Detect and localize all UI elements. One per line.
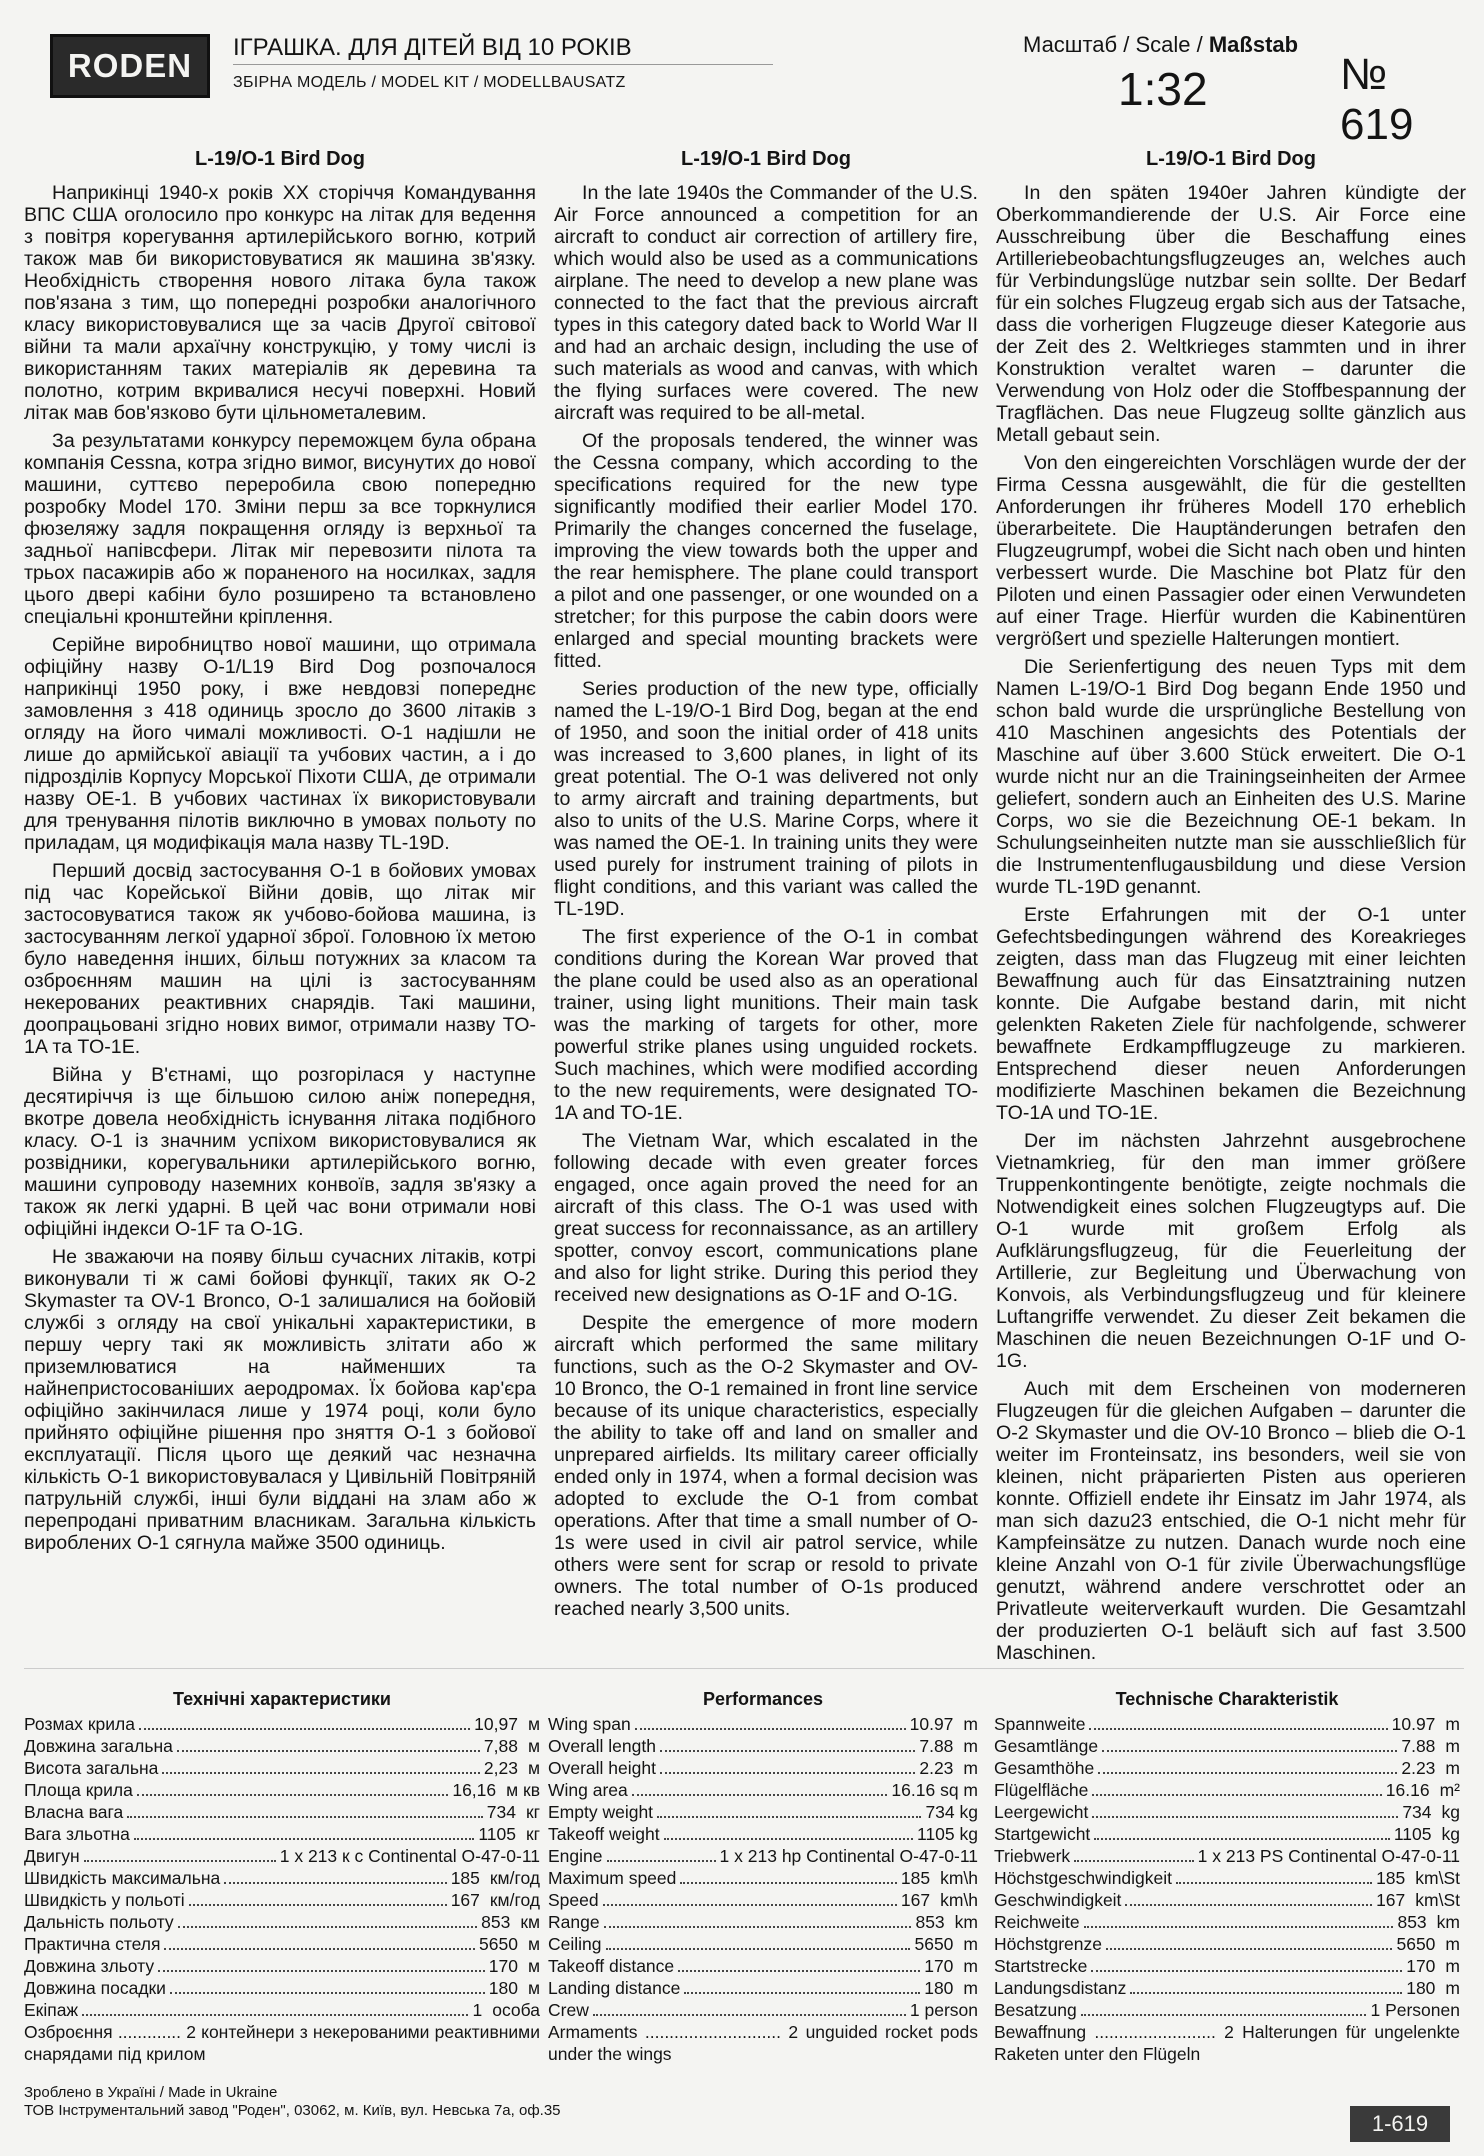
- spec-value: 1: [472, 2000, 483, 2020]
- leader-dots: [1094, 1838, 1390, 1840]
- spec-value: 734: [486, 1802, 516, 1822]
- spec-label: Ceiling: [548, 1934, 602, 1954]
- spec-value: 1 person: [909, 2000, 978, 2020]
- spec-row: [24, 1911, 540, 1933]
- paragraph: Не зважаючи на появу більш сучасних літаків, котрі виконували ті ж самі бойові функції, таких як O-2 Skymaster та OV-1 Bronco, O-1 залишалися на бойовій службі з огляду на свої унікальні характеристики, в першу чергу такі як можливість злітати або ж приземлюватися на найменших та найнепристосованіших аеродромах. Їх бойова кар'єра офіційно закінчилася лише у 1974 році, коли було прийнято офіційне рішення про зняття O-1 з бойової експлуатації. Після цього ще деякий час незначна кількість O-1 використовувалася у Цивільній Повітряній патрульній службі, інші були віддані на злам або ж перепродані приватним власникам. Загальна кількість вироблених O-1 сягнула майже 3500 одиниць.: [24, 1246, 536, 1554]
- spec-label: Довжина загальна: [24, 1736, 173, 1756]
- spec-value: 10.97: [909, 1714, 954, 1734]
- paragraph: Auch mit dem Erscheinen von moderneren Flugzeugen für die gleichen Aufgaben – darunter die O-2 Skymaster und die OV-10 Bronco – blieb die O-1 weiter im Fronteinsatz, ins besonders, weil sie von kleinen, nicht präparierten Pisten aus operieren konnte. Offiziell endete ihr Einsatz im Jahr 1974, als man sich dazu23 entschied, die O-1 nicht mehr für Kampfeinsätze zu nutzen. Danach wurde noch eine kleine Anzahl von O-1 für zivile Überwachungsflüge genutzt, während andere verschrottet oder an Privatleute weiterverkauft wurden. Die Gesamtzahl der produzierten O-1 beläuft sich auf fast 3.500 Maschinen.: [996, 1378, 1466, 1664]
- spec-label: Екіпаж: [24, 2000, 79, 2020]
- spec-unit: km\h: [940, 1868, 978, 1888]
- spec-label: Spannweite: [994, 1714, 1086, 1734]
- spec-value: 170: [924, 1956, 954, 1976]
- spec-armament: Armaments ............................ 2 unguided rocket pods under the wings: [548, 2022, 978, 2064]
- spec-label: Власна вага: [24, 1802, 124, 1822]
- spec-row: [994, 1757, 1460, 1779]
- roden-logo: RODEN: [50, 34, 210, 98]
- spec-label: Швидкість у польоті: [24, 1890, 185, 1910]
- leader-dots: [1092, 1816, 1398, 1818]
- spec-label: Overall length: [548, 1736, 656, 1756]
- leader-dots: [1089, 1728, 1387, 1730]
- spec-label: Gesamthöhe: [994, 1758, 1095, 1778]
- spec-value: 734 kg: [925, 1802, 978, 1822]
- age-warning: ІГРАШКА. ДЛЯ ДІТЕЙ ВІД 10 РОКІВ: [233, 34, 632, 61]
- spec-row: [994, 1823, 1460, 1845]
- spec-row: [994, 1999, 1460, 2021]
- spec-unit: m: [1445, 1736, 1460, 1756]
- spec-row: [548, 1801, 978, 1823]
- spec-label: Takeoff weight: [548, 1824, 660, 1844]
- history-column-german: [996, 146, 1466, 1664]
- spec-value: 185: [900, 1868, 931, 1888]
- spec-label: Höchstgeschwindigkeit: [994, 1868, 1173, 1888]
- spec-unit: kg: [1441, 1824, 1460, 1844]
- spec-label: Landungsdistanz: [994, 1978, 1127, 1998]
- paragraph: Of the proposals tendered, the winner was the Cessna company, which according to the specifications required for the new type significantly modified their earlier Model 170. Primarily the changes concerned the fuselage, improving the view towards both the upper and the rear hemisphere. The plane could transport a pilot and one passenger, or one wounded on a stretcher; for this purpose the cabin doors were enlarged and special mounting brackets were fitted.: [554, 430, 978, 672]
- spec-unit: m: [1445, 1758, 1460, 1778]
- spec-row: [548, 1713, 978, 1735]
- spec-unit: m: [963, 1956, 978, 1976]
- leader-dots: [224, 1882, 446, 1884]
- spec-label: Wing area: [548, 1780, 628, 1800]
- leader-dots: [178, 1926, 477, 1928]
- spec-row: [994, 1713, 1460, 1735]
- spec-value: 167: [900, 1890, 931, 1910]
- paragraph: The Vietnam War, which escalated in the following decade with even greater forces engaged, once again proved the need for an aircraft of this class. The O-1 was used with great success for reconnaissance, as an artillery spotter, convoy escort, communications plane and also for light strike. During this period they received new designations as O-1F and O-1G.: [554, 1130, 978, 1306]
- spec-value: 185: [450, 1868, 480, 1888]
- leader-dots: [1091, 1970, 1402, 1972]
- specs-english: [548, 1688, 978, 2065]
- leader-dots: [134, 1838, 474, 1840]
- leader-dots: [604, 1926, 912, 1928]
- spec-unit: км/год: [489, 1868, 540, 1888]
- spec-value: 7,88: [483, 1736, 518, 1756]
- spec-value: 7.88: [1401, 1736, 1436, 1756]
- leader-dots: [678, 1970, 920, 1972]
- spec-value: 10.97: [1391, 1714, 1436, 1734]
- spec-unit: m²: [1439, 1780, 1460, 1800]
- spec-row: [548, 1933, 978, 1955]
- leader-dots: [680, 1882, 896, 1884]
- leader-dots: [1092, 1794, 1381, 1796]
- spec-value: 16,16: [452, 1780, 497, 1800]
- leader-dots: [660, 1750, 915, 1752]
- specs-ukrainian: [24, 1688, 540, 2065]
- history-column-ukrainian: [24, 146, 536, 1646]
- column-title: L-19/O-1 Bird Dog: [194, 148, 365, 170]
- spec-label: Вага зльотна: [24, 1824, 130, 1844]
- spec-row: [548, 1867, 978, 1889]
- leader-dots: [1084, 1926, 1394, 1928]
- specs-title: Technische Charakteristik: [1115, 1689, 1339, 1709]
- spec-unit: km\h: [940, 1890, 978, 1910]
- spec-value: 16.16: [1385, 1780, 1430, 1800]
- page-number: 1-619: [1350, 2106, 1450, 2142]
- spec-label: Engine: [548, 1846, 603, 1866]
- spec-value: 2,23: [483, 1758, 518, 1778]
- spec-row: [24, 1735, 540, 1757]
- specs-title: Технічні характеристики: [173, 1689, 391, 1709]
- spec-row: [548, 1757, 978, 1779]
- paragraph: Erste Erfahrungen mit der O-1 unter Gefechtsbedingungen während des Koreakrieges zeigten, dass man das Flugzeug mit einer leichten Bewaffnung auch für das Einsatztraining nutzen konnte. Die Aufgabe bestand darin, mit nicht gelenkten Raketen Ziele für nachfolgende, schwerer bewaffnete Erdkampfflugzeuge zu markieren. Entsprechend dieser neuen Anforderungen modifizierte Maschinen bekamen die Bezeichnung TO-1A und TO-1E.: [996, 904, 1466, 1124]
- column-title: L-19/O-1 Bird Dog: [680, 148, 851, 170]
- spec-unit: m: [1445, 1978, 1460, 1998]
- spec-row: [548, 1823, 978, 1845]
- spec-unit: m: [963, 1934, 978, 1954]
- paragraph: Перший досвід застосування O-1 в бойових умовах під час Корейської Війни довів, що літак міг застосовуватися також як учбово-бойова машина, із застосуванням легкої ударної зброї. Головною їх метою було наведення інших, більш потужних за класом та озброєнням машин на цілі із застосуванням некерованих реактивних снарядів. Такі машини, доопрацьовані згідно нових вимог, отримали назву TO-1A та TO-1E.: [24, 860, 536, 1058]
- spec-row: [548, 1999, 978, 2021]
- spec-unit: kg: [1441, 1802, 1460, 1822]
- spec-row: [548, 1845, 978, 1867]
- spec-row: [994, 1911, 1460, 1933]
- spec-label: Overall height: [548, 1758, 656, 1778]
- spec-row: [24, 1779, 540, 1801]
- spec-label: Gesamtlänge: [994, 1736, 1099, 1756]
- spec-row: [548, 1889, 978, 1911]
- spec-unit: m: [963, 1736, 978, 1756]
- spec-label: Двигун: [24, 1846, 80, 1866]
- leader-dots: [660, 1772, 915, 1774]
- made-in-label: Зроблено в Україні / Made in Ukraine: [24, 2084, 278, 2101]
- spec-row: [24, 1889, 540, 1911]
- leader-dots: [189, 1904, 447, 1906]
- leader-dots: [82, 2014, 468, 2016]
- spec-value: 2.23: [919, 1758, 954, 1778]
- spec-label: Empty weight: [548, 1802, 654, 1822]
- spec-armament: Bewaffnung ......................... 2 Halterungen für ungelenkte Raketen unter den Flügeln: [994, 2022, 1460, 2064]
- spec-label: Range: [548, 1912, 600, 1932]
- leader-dots: [1102, 1750, 1397, 1752]
- section-divider: [24, 1668, 1464, 1669]
- spec-row: [24, 1801, 540, 1823]
- spec-label: Дальність польоту: [24, 1912, 174, 1932]
- spec-unit: м: [527, 1736, 540, 1756]
- spec-label: Triebwerk: [994, 1846, 1071, 1866]
- leader-dots: [164, 1948, 475, 1950]
- spec-value: 167: [450, 1890, 480, 1910]
- spec-label: Reichweite: [994, 1912, 1080, 1932]
- leader-dots: [603, 1904, 897, 1906]
- spec-label: Flügelfläche: [994, 1780, 1089, 1800]
- spec-row: [994, 1735, 1460, 1757]
- paragraph: Von den eingereichten Vorschlägen wurde der der Firma Cessna ausgewählt, die für die gestellten Anforderungen ihr früheres Modell 170 erheblich überarbeitete. Die Hauptänderungen betrafen den Flugzeugrumpf, wobei die Sicht nach oben und hinten verbessert wurde. Die Maschine bot Platz für den Piloten und einen Passagier oder einen Verwundeten auf einer Trage. Hierfür wurden die Kabinentüren vergrößert und spezielle Halterungen montiert.: [996, 452, 1466, 650]
- spec-label: Висота загальна: [24, 1758, 159, 1778]
- spec-label: Wing span: [548, 1714, 631, 1734]
- leader-dots: [657, 1816, 921, 1818]
- leader-dots: [170, 1992, 485, 1994]
- spec-label: Швидкість максимальна: [24, 1868, 221, 1888]
- paragraph: Серійне виробництво нової машини, що отримала офіційну назву O-1/L19 Bird Dog розпочалося наприкінці 1950 року, і вже невдовзі попереднє замовлення з 418 одиниць зросло до 3600 літаків з огляду на його чималі можливості. O-1 надішли не лише до армійської авіації та учбових частин, а і до підрозділів Корпусу Морської Піхоти США, де отримали назву OE-1. В учбових частинах їх використовували для тренування пілотів виключно в умовах польоту по приладам, ця модифікація мала назву TL-19D.: [24, 634, 536, 854]
- spec-unit: м: [527, 1956, 540, 1976]
- manufacturer-address: ТОВ Інструментальний завод "Роден", 03062, м. Київ, вул. Невська 7а, оф.35: [24, 2102, 561, 2119]
- spec-value: 853: [915, 1912, 945, 1932]
- leader-dots: [127, 1816, 483, 1818]
- paragraph: In den späten 1940er Jahren kündigte der Oberkommandierende der U.S. Air Force eine Ausschreibung über die Beschaffung eines Artilleriebeobachtungsflugzeuges an, welches auch für Verbindungslüge nutzbar sein sollte. Der Bedarf für ein solches Flugzeug ergab sich aus der Tatsache, dass die vorherigen Flugzeuge dieser Kategorie aus der Zeit des 2. Weltkrieges stammten und in ihrer Konstruktion veraltet waren – darunter die Verwendung von Holz oder die Stoffbespannung der Tragflächen. Das neue Flugzeug sollte gänzlich aus Metall gebaut sein.: [996, 182, 1466, 446]
- spec-value: 1 x 213 к с Continental O-47-0-11: [279, 1846, 540, 1866]
- spec-row: [994, 1933, 1460, 1955]
- spec-unit: m: [963, 1758, 978, 1778]
- paragraph: Despite the emergence of more modern aircraft which performed the same military functions, such as the O-2 Skymaster and OV-10 Bronco, the O-1 remained in front line service because of its unique characteristics, especially the ability to take off and land on smaller and unprepared airfields. Its military career officially ended only in 1974, when a formal decision was adopted to exclude the O-1 from combat operations. After that time a small number of O-1s were used in civil air patrol service, while others were sent for scrap or resold to private owners. The total number of O-1s produced reached nearly 3,500 units.: [554, 1312, 978, 1620]
- spec-value: 853: [481, 1912, 511, 1932]
- spec-unit: км: [520, 1912, 540, 1932]
- spec-unit: м: [527, 1714, 540, 1734]
- spec-unit: km: [1436, 1912, 1460, 1932]
- spec-value: 185: [1376, 1868, 1406, 1888]
- spec-label: Speed: [548, 1890, 599, 1910]
- spec-row: [994, 1801, 1460, 1823]
- spec-value: 16.16 sq m: [891, 1780, 978, 1800]
- header-divider: [233, 64, 773, 65]
- spec-value: 1 Personen: [1370, 2000, 1460, 2020]
- spec-row: [994, 1889, 1460, 1911]
- spec-value: 170: [1406, 1956, 1436, 1976]
- spec-label: Startstrecke: [994, 1956, 1088, 1976]
- page-footer: [24, 2084, 1464, 2120]
- leader-dots: [1081, 2014, 1367, 2016]
- page-header: [28, 20, 1468, 149]
- scale-value: 1:32: [1118, 63, 1208, 115]
- specs-german: [994, 1688, 1460, 2065]
- leader-dots: [1106, 1948, 1393, 1950]
- leader-dots: [84, 1860, 276, 1862]
- specs-title: Performances: [702, 1689, 824, 1709]
- leader-dots: [684, 1992, 920, 1994]
- spec-row: [24, 1823, 540, 1845]
- spec-value: 5650: [479, 1934, 518, 1954]
- spec-value: 2.23: [1401, 1758, 1436, 1778]
- spec-row: [24, 1845, 540, 1867]
- spec-unit: м: [527, 1934, 540, 1954]
- leader-dots: [1125, 1904, 1372, 1906]
- spec-value: 180: [1406, 1978, 1436, 1998]
- spec-value: 1105 kg: [917, 1824, 978, 1844]
- spec-row: [548, 1779, 978, 1801]
- paragraph: Der im nächsten Jahrzehnt ausgebrochene Vietnamkrieg, für den man immer größere Truppenkontingente benötigte, zeigte nochmals die Notwendigkeit eines solchen Flugzeugtyps auf. Die O-1 wurde mit großem Erfolg als Aufklärungsflugzeug, für die Feuerleitung der Artillerie, zur Begleitung und Überwachung von Konvois, als Verbindungsflugzeug und für kleinere Luftangriffe verwendet. Zu dieser Zeit bekamen die Maschinen die neuen Bezeichnungen O-1F und O-1G.: [996, 1130, 1466, 1372]
- spec-unit: m: [1445, 1714, 1460, 1734]
- spec-value: 1105: [478, 1824, 516, 1844]
- spec-value: 853: [1397, 1912, 1427, 1932]
- leader-dots: [158, 1970, 485, 1972]
- spec-label: Площа крила: [24, 1780, 133, 1800]
- spec-unit: m: [1445, 1934, 1460, 1954]
- spec-label: Startgewicht: [994, 1824, 1091, 1844]
- leader-dots: [664, 1838, 913, 1840]
- leader-dots: [635, 1728, 906, 1730]
- spec-row: [994, 1779, 1460, 1801]
- leader-dots: [162, 1772, 480, 1774]
- spec-row: [548, 1955, 978, 1977]
- spec-value: 10,97: [474, 1714, 518, 1734]
- spec-unit: кг: [525, 1802, 540, 1822]
- spec-unit: м кв: [506, 1780, 540, 1800]
- leader-dots: [1074, 1860, 1193, 1862]
- spec-label: Leergewicht: [994, 1802, 1089, 1822]
- paragraph: Наприкінці 1940-х років XX сторіччя Командування ВПС США оголосило про конкурс на літак для ведення з повітря корегування артилерійського вогню, котрий також мав би використовуватися як машина зв'язку. Необхідність створення нового літака була також пов'язана з тим, що попередні розробки аналогічного класу використовувалися ще за часів Другої світової війни та мали архаїчну конструкцію, у тому числі із використанням таких матеріалів як деревина та полотно, котрим вкривалися несучі поверхні. Новий літак мав бов'язково бути цільнометалевим.: [24, 182, 536, 424]
- spec-unit: м: [527, 1758, 540, 1778]
- spec-label: Geschwindigkeit: [994, 1890, 1122, 1910]
- scale-label: Масштаб / Scale / Maßstab: [1023, 32, 1299, 57]
- spec-unit: m: [963, 1714, 978, 1734]
- spec-value: 180: [488, 1978, 518, 1998]
- spec-row: [994, 1977, 1460, 1999]
- column-title: L-19/O-1 Bird Dog: [1145, 148, 1316, 170]
- spec-row: [24, 1867, 540, 1889]
- spec-label: Höchstgrenze: [994, 1934, 1102, 1954]
- spec-row: [24, 1999, 540, 2021]
- leader-dots: [607, 1860, 716, 1862]
- spec-row: [548, 1735, 978, 1757]
- kit-type: ЗБІРНА МОДЕЛЬ / MODEL KIT / MODELLBAUSATZ: [233, 74, 626, 91]
- spec-row: [994, 1867, 1460, 1889]
- paragraph: Series production of the new type, officially named the L-19/O-1 Bird Dog, began at the end of 1950, and soon the initial order of 418 units was increased to 3,600 planes, in light of its great potential. The O-1 was delivered not only to army aircraft and training departments, but also to units of the U.S. Marine Corps, where it was named the OE-1. In training units they were used purely for instrument training of pilots in flight conditions, and this variant was called the TL-19D.: [554, 678, 978, 920]
- leader-dots: [606, 1948, 911, 1950]
- spec-value: 1 x 213 PS Continental O-47-0-11: [1197, 1846, 1460, 1866]
- spec-value: 1 x 213 hp Continental O-47-0-11: [719, 1846, 978, 1866]
- spec-armament: Озброєння ............. 2 контейнери з некерованими реактивними снарядами під крилом: [24, 2022, 540, 2064]
- spec-unit: кг: [525, 1824, 540, 1844]
- spec-label: Besatzung: [994, 2000, 1077, 2020]
- spec-value: 1105: [1393, 1824, 1432, 1844]
- spec-value: 734: [1402, 1802, 1432, 1822]
- spec-label: Довжина зльоту: [24, 1956, 155, 1976]
- spec-row: [24, 1933, 540, 1955]
- spec-label: Landing distance: [548, 1978, 681, 1998]
- spec-value: 170: [488, 1956, 518, 1976]
- spec-row: [994, 1955, 1460, 1977]
- spec-value: 180: [924, 1978, 954, 1998]
- paragraph: За результатами конкурсу переможцем була обрана компанія Cessna, котра згідно вимог, висунутих до нової машини, суттєво переробила свою попередню розробку Model 170. Зміни перш за все торкнулися фюзеляжу задля покращення огляду із верхньої та задньої напівсфери. Літак міг перевозити пілота та трьох пасажирів або ж пораненого на носилках, задля цього двері кабіни було розширено та встановлено спеціальні кронштейни кріплення.: [24, 430, 536, 628]
- spec-unit: km\St: [1415, 1868, 1460, 1888]
- spec-value: 5650: [1396, 1934, 1436, 1954]
- history-column-english: [554, 146, 978, 1646]
- spec-unit: m: [963, 1978, 978, 1998]
- spec-row: [24, 1757, 540, 1779]
- spec-label: Maximum speed: [548, 1868, 677, 1888]
- leader-dots: [1176, 1882, 1372, 1884]
- spec-row: [548, 1977, 978, 1999]
- spec-value: 5650: [914, 1934, 954, 1954]
- leader-dots: [593, 2014, 906, 2016]
- leader-dots: [177, 1750, 480, 1752]
- paragraph: Війна у В'єтнамі, що розгорілася у наступне десятиріччя із ще більшою силою аніж попередня, вкотре довела необхідність існування літака подібного класу. O-1 із значним успіхом використовувалися як розвідники, корегувальники артилерійського вогню, машини супроводу наземних конвоїв, задля зв'язку а також як легкі ударні. В цей час вони отримали нові офіційні індекси O-1F та O-1G.: [24, 1064, 536, 1240]
- leader-dots: [632, 1794, 888, 1796]
- spec-unit: особа: [492, 2000, 540, 2020]
- leader-dots: [137, 1794, 449, 1796]
- spec-label: Довжина посадки: [24, 1978, 166, 1998]
- spec-row: [24, 1977, 540, 1999]
- leader-dots: [1130, 1992, 1402, 1994]
- spec-unit: m: [1445, 1956, 1460, 1976]
- spec-label: Розмах крила: [24, 1714, 135, 1734]
- model-number: № 619: [1340, 50, 1414, 149]
- spec-value: 7.88: [919, 1736, 954, 1756]
- spec-row: [994, 1845, 1460, 1867]
- paragraph: In the late 1940s the Commander of the U.S. Air Force announced a competition for an aircraft to conduct air correction of artillery fire, which would also be used as a communications airplane. The need to develop a new plane was connected to the fact that the previous aircraft types in this category dated back to World War II and had an archaic design, including the use of such materials as wood and canvas, with which the flying surfaces were covered. The new aircraft was required to be all-metal.: [554, 182, 978, 424]
- spec-unit: м: [527, 1978, 540, 1998]
- paragraph: The first experience of the O-1 in combat conditions during the Korean War proved that the plane could be used also as an operational trainer, using light munitions. Their main task was the marking of targets for other, more powerful strike planes using unguided rockets. Such machines, which were modified according to the new requirements, were designated TO-1A and TO-1E.: [554, 926, 978, 1124]
- spec-label: Crew: [548, 2000, 589, 2020]
- spec-label: Практична стеля: [24, 1934, 161, 1954]
- spec-unit: км/год: [489, 1890, 540, 1910]
- spec-row: [24, 1955, 540, 1977]
- spec-row: [24, 1713, 540, 1735]
- leader-dots: [139, 1728, 470, 1730]
- spec-label: Takeoff distance: [548, 1956, 675, 1976]
- spec-unit: km\St: [1415, 1890, 1460, 1910]
- spec-value: 167: [1376, 1890, 1406, 1910]
- paragraph: Die Serienfertigung des neuen Typs mit dem Namen L-19/O-1 Bird Dog begann Ende 1950 und schon bald wurde die ursprüngliche Bestellung von 410 Maschinen angesichts des Potentials der Maschine auf über 3.600 Stück erweitert. Die O-1 wurde nicht nur an die Trainingseinheiten der Armee geliefert, sondern auch an Einheiten des U.S. Marine Corps, wo sie die Bezeichnung OE-1 bekam. In Schulungseinheiten nutzte man sie ausschließlich für die Instrumentenflugausbildung und diese Version wurde TL-19D genannt.: [996, 656, 1466, 898]
- leader-dots: [1098, 1772, 1397, 1774]
- spec-unit: km: [954, 1912, 978, 1932]
- spec-row: [548, 1911, 978, 1933]
